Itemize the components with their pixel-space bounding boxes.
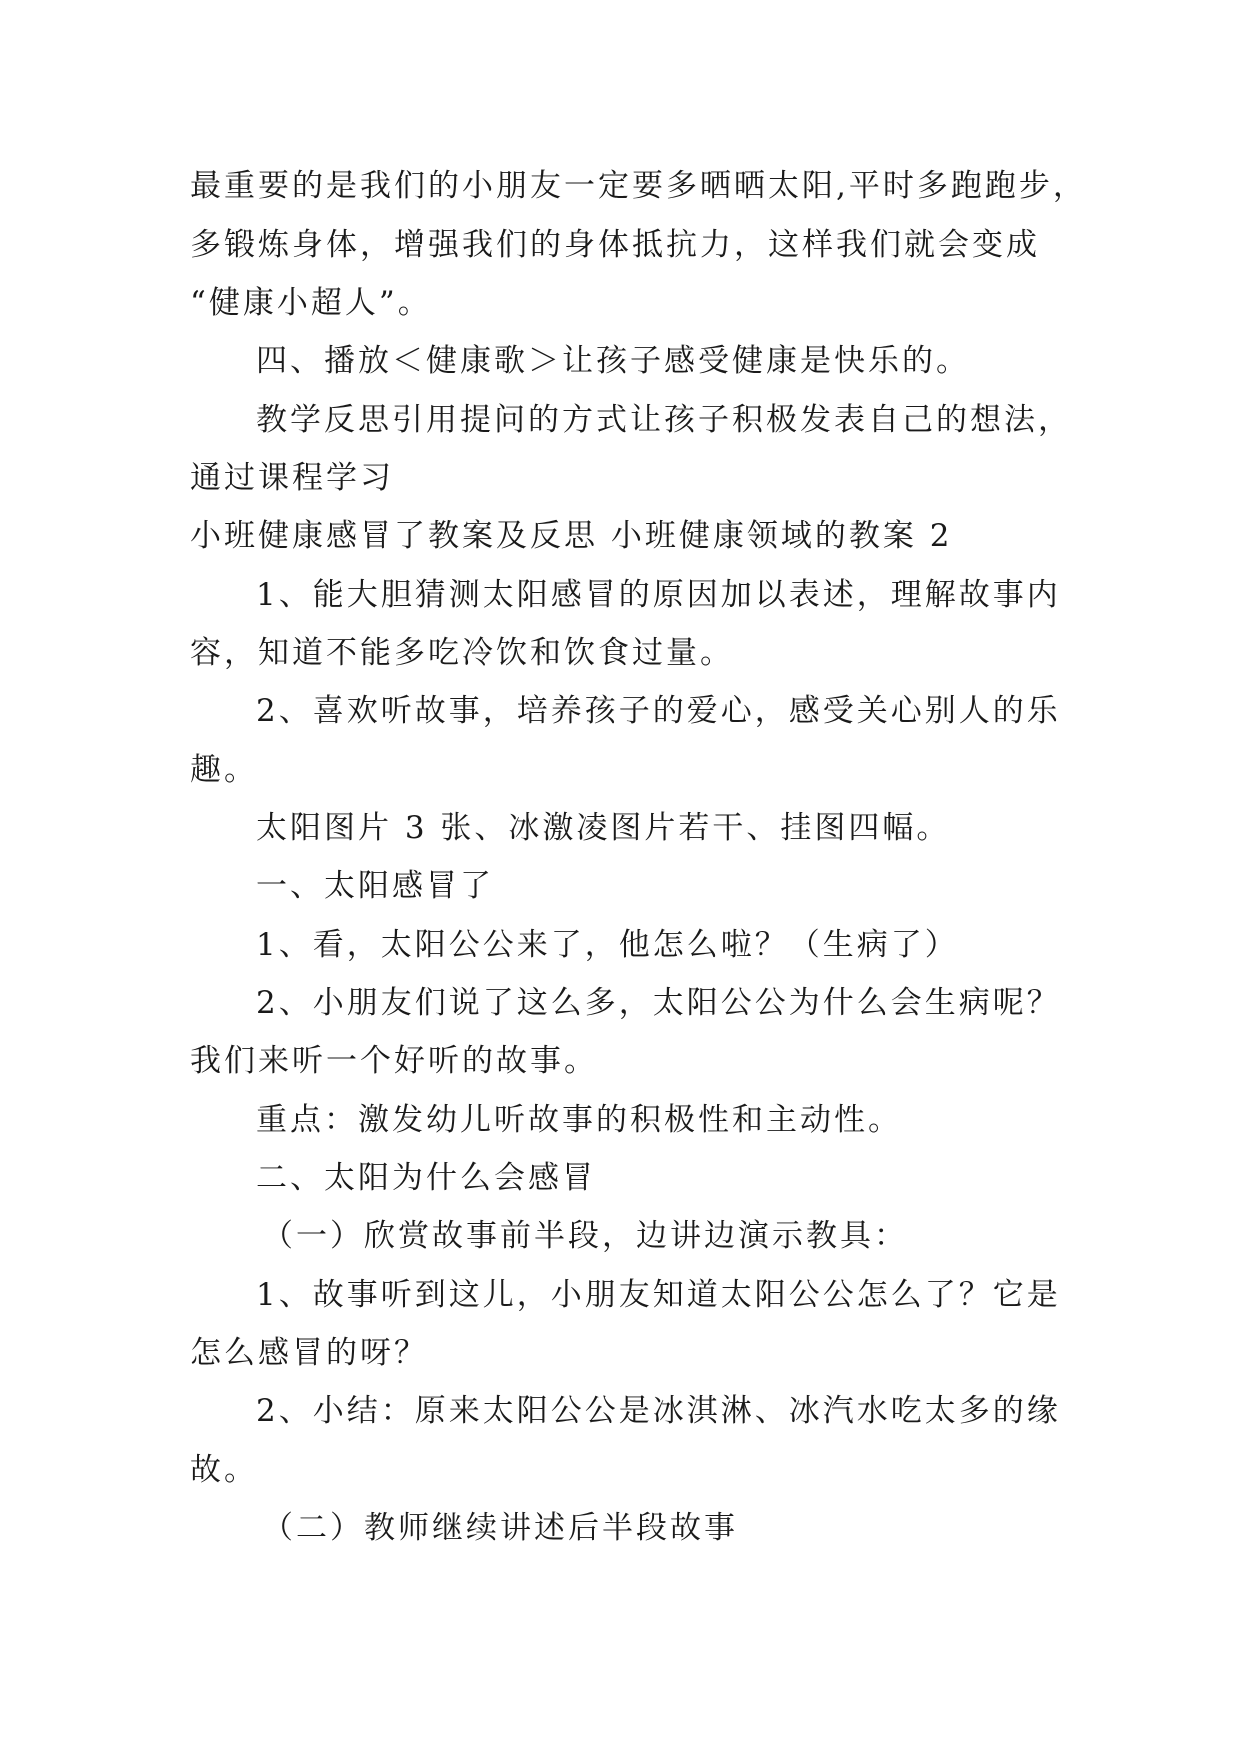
text-line: 2、小结：原来太阳公公是冰淇淋、冰汽水吃太多的缘 [256,1393,1061,1429]
text-line: 重点：激发幼儿听故事的积极性和主动性。 [256,1102,902,1138]
text-line: 1、看，太阳公公来了，他怎么啦？（生病了） [256,927,959,963]
text-line: 容，知道不能多吃冷饮和饮食过量。 [190,635,734,671]
text-line: 2、喜欢听故事，培养孩子的爱心，感受关心别人的乐 [256,693,1061,729]
text-line: 趣。 [190,752,258,788]
text-line: 太阳图片 3 张、冰激凌图片若干、挂图四幅。 [256,810,951,846]
text-line: 多锻炼身体，增强我们的身体抵抗力，这样我们就会变成 [190,227,1040,263]
text-line: 怎么感冒的呀？ [190,1335,428,1371]
text-line: 我们来听一个好听的故事。 [190,1043,598,1079]
subsection-heading: （二）教师继续讲述后半段故事 [262,1510,738,1546]
section-heading: 四、播放＜健康歌＞让孩子感受健康是快乐的。 [256,343,970,379]
text-line: 最重要的是我们的小朋友一定要多晒晒太阳,平时多跑跑步， [190,168,1087,204]
section-heading: 二、太阳为什么会感冒 [256,1160,596,1196]
text-line: 教学反思引用提问的方式让孩子积极发表自己的想法， [256,402,1072,438]
section-heading: 一、太阳感冒了 [256,868,494,904]
text-line: 通过课程学习 [190,460,394,496]
subsection-heading: （一）欣赏故事前半段，边讲边演示教具： [262,1218,908,1254]
document-title: 小班健康感冒了教案及反思 小班健康领域的教案 2 [190,518,953,554]
text-line: 2、小朋友们说了这么多，太阳公公为什么会生病呢？ [256,985,1061,1021]
text-line: 1、能大胆猜测太阳感冒的原因加以表述，理解故事内 [256,577,1061,613]
text-line: 故。 [190,1452,258,1488]
text-line: 1、故事听到这儿，小朋友知道太阳公公怎么了？它是 [256,1277,1061,1313]
text-line: “健康小超人”。 [190,285,432,321]
